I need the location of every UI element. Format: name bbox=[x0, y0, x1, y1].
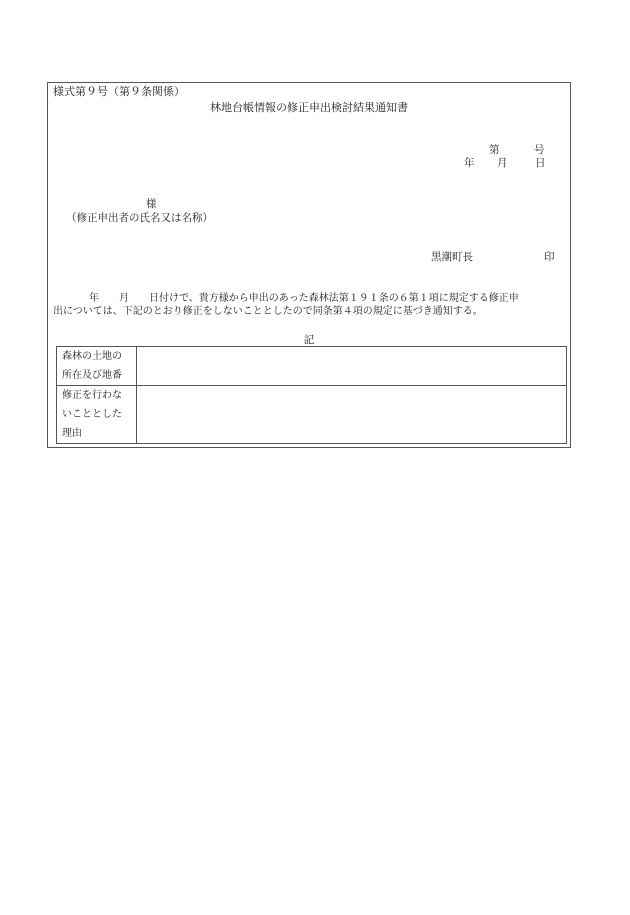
reason-value[interactable] bbox=[137, 386, 567, 444]
table-label-cell bbox=[57, 386, 137, 444]
label-line: 修正を行わな bbox=[62, 390, 122, 401]
addressee-note: （修正申出者の氏名又は名称） bbox=[66, 212, 213, 224]
notice-body-line-2: 出については、下記のとおり修正をしないこととしたので同条第４項の規定に基づき通知する。 bbox=[53, 306, 483, 317]
reference-number-prefix: 第 bbox=[489, 144, 500, 156]
date-day-label: 日 bbox=[535, 157, 546, 169]
date-year-label: 年 bbox=[464, 157, 475, 169]
ki-heading: 記 bbox=[303, 334, 315, 346]
issuer-seal-mark: 印 bbox=[544, 251, 555, 263]
reference-number-suffix: 号 bbox=[534, 144, 545, 156]
notice-body bbox=[53, 292, 563, 318]
issuer-title: 黒潮町長 bbox=[431, 251, 473, 263]
table-row bbox=[57, 347, 567, 386]
document-title: 林地台帳情報の修正申出検討結果通知書 bbox=[210, 101, 408, 114]
forest-land-location-value[interactable] bbox=[137, 347, 567, 386]
label-line: 所在及び地番 bbox=[62, 370, 122, 381]
addressee-honorific: 様 bbox=[146, 198, 157, 210]
table-row bbox=[57, 386, 567, 444]
date-month-label: 月 bbox=[497, 157, 508, 169]
notice-form-frame bbox=[47, 82, 571, 448]
notice-body-line-1: 年 月 日付けで、貴方様から申出のあった森林法第１９１条の６第１項に規定する修正申 bbox=[89, 293, 519, 304]
label-line: 森林の土地の bbox=[62, 351, 122, 362]
label-line: いこととした bbox=[62, 409, 122, 420]
label-line: 理由 bbox=[62, 428, 82, 439]
detail-table bbox=[56, 346, 567, 444]
table-label-cell bbox=[57, 347, 137, 386]
form-number: 様式第９号（第９条関係） bbox=[53, 85, 185, 98]
